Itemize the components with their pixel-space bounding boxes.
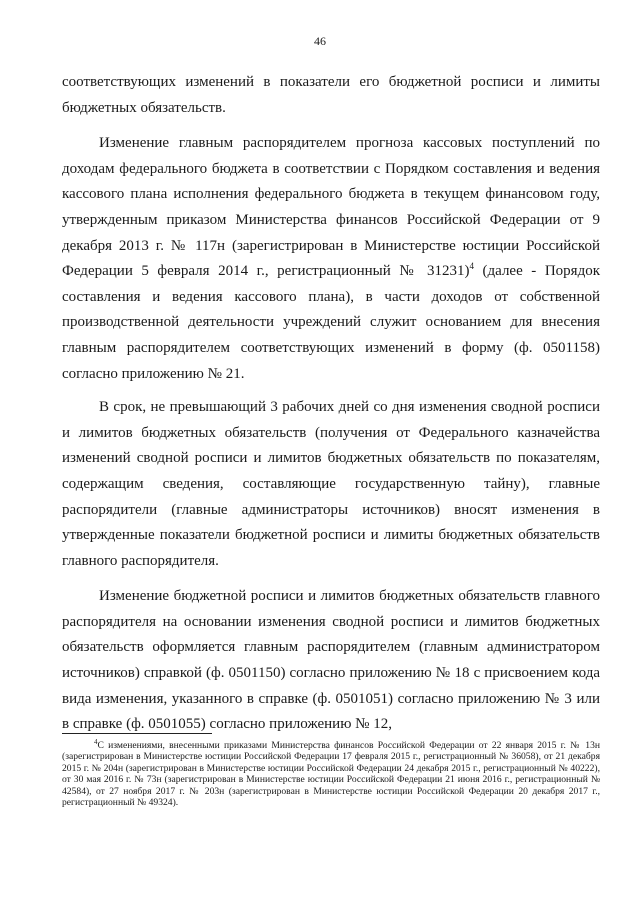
footnote-paragraph [62, 737, 600, 809]
footnote-separator [62, 733, 212, 734]
paragraph-cash-plan-continuation: (далее - Порядок составления и ведения кассового плана), в части доходов от собственной производственной деятельности учреждений служит основанием для внесения главным распорядителем соответствующих изменений в форму (ф. 0501158) согласно приложению № 21. [62, 263, 600, 382]
footnote [62, 737, 600, 809]
paragraph-cash-plan [62, 131, 600, 387]
footnote-reference: 4 [469, 261, 474, 272]
paragraph-continuation: соответствующих изменений в показатели его бюджетной росписи и лимиты бюджетных обязательств. [62, 74, 600, 116]
paragraph-deadline: В срок, не превышающий 3 рабочих дней со дня изменения сводной росписи и лимитов бюджетных обязательств (получения от Федерального казначейства изменений сводной росписи и лимитов бюджетных обязательств по показателям, содержащим сведения, составляющие государственную тайну), главные распорядители (главные администраторы источников) вносят изменения в утвержденные показатели бюджетной росписи и лимиты бюджетных обязательств главного распорядителя. [62, 399, 600, 569]
footnote-mark: 4 [94, 737, 98, 746]
footnote-text: С изменениями, внесенными приказами Министерства финансов Российской Федерации от 22 января 2015 г. № 13н (зарегистрирован в Министерстве юстиции Российской Федерации 17 февраля 2015 г., регистрационный № 36058), от 21 декабря 2015 г. № 204н (зарегистрирован в Министерстве юстиции Российской Федерации 24 декабря 2015 г., регистрационный № 40222), от 30 мая 2016 г. № 73н (зарегистрирован в Министерстве юстиции Российской Федерации 21 июня 2016 г., регистрационный № 42584), от 27 ноября 2017 г. № 203н (зарегистрирован в Министерстве юстиции Российской Федерации 20 декабря 2017 г., регистрационный № 49324). [62, 740, 600, 809]
page-number: 46 [314, 34, 326, 48]
document-body [62, 70, 600, 748]
paragraph-cash-plan-text: Изменение главным распорядителем прогноза кассовых поступлений по доходам федерального бюджета в соответствии с Порядком составления и ведения кассового плана исполнения федерального бюджета в текущем финансовом году, утвержденным приказом Министерства финансов Российской Федерации от 9 декабря 2013 г. № 117н (зарегистрирован в Министерстве юстиции Российской Федерации 5 февраля 2014 г., регистрационный № 31231) [62, 135, 600, 280]
paragraph-change-registration: Изменение бюджетной росписи и лимитов бюджетных обязательств главного распорядителя на основании изменения сводной росписи и лимитов бюджетных обязательств оформляется главным распорядителем (главным администратором источников) справкой (ф. 0501150) согласно приложению № 18 с присвоением кода вида изменения, указанного в справке (ф. 0501051) согласно приложению № 3 или в справке (ф. 0501055) согласно приложению № 12, [62, 588, 600, 733]
